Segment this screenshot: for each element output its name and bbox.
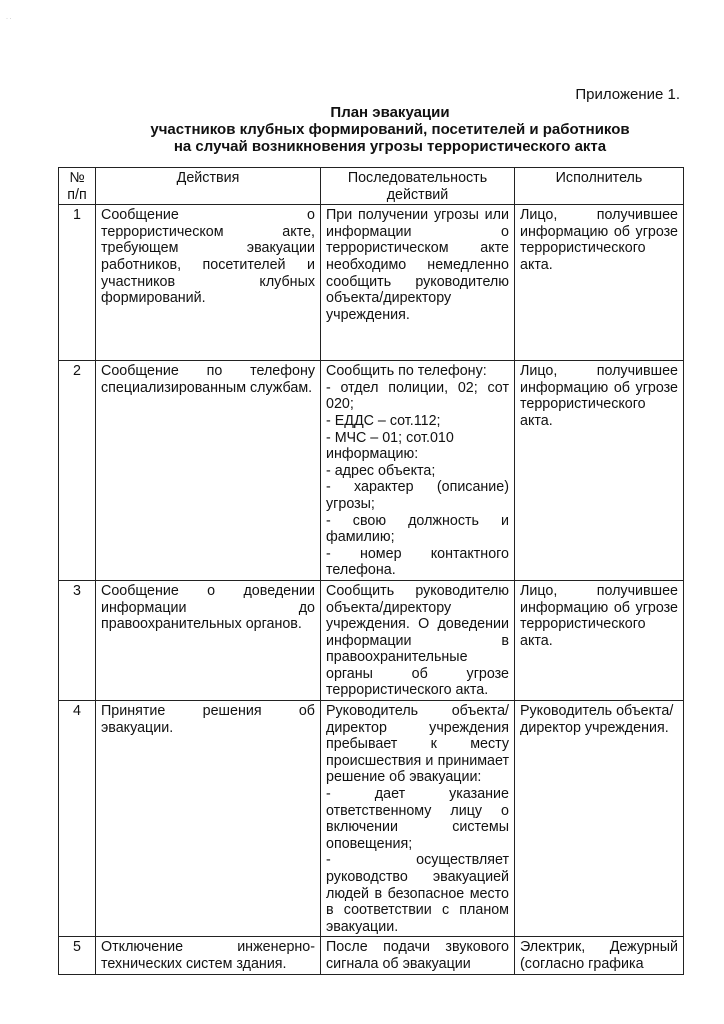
row-executor: Лицо, получившее информацию об угрозе террористического акта. [515, 205, 684, 361]
table-row [59, 701, 684, 937]
row-action: Сообщение о террористическом акте, требующем эвакуации работников, посетителей и участников клубных формирований. [96, 205, 321, 361]
sequence-line: - характер (описание) угрозы; [326, 479, 509, 512]
table-row [59, 361, 684, 581]
row-number: 3 [59, 580, 96, 700]
sequence-line: Руководитель объекта/директор учреждения пребывает к месту происшествия и принимает решение об эвакуации: [326, 703, 509, 786]
sequence-line: После подачи звукового сигнала об эвакуации [326, 939, 509, 972]
sequence-line: - адрес объекта; [326, 462, 436, 479]
scan-speck: · · [6, 16, 12, 22]
sequence-line: - МЧС – 01; сот.010 [326, 429, 454, 446]
sequence-line: - номер контактного телефона. [326, 545, 509, 579]
title-line-1: План эвакуации [330, 104, 450, 121]
sequence-line: Сообщить руководителю объекта/директору учреждения. О доведении информации в правоохранительные органы об угрозе террористического акта. [326, 582, 509, 699]
row-action: Отключение инженерно-технических систем здания. [96, 937, 321, 974]
row-executor: Электрик, Дежурный (согласно графика [515, 937, 684, 974]
row-number: 5 [59, 937, 96, 974]
sequence-line: - осуществляет руководство эвакуацией людей в безопасное место в соответствии с планом эвакуации. [326, 852, 509, 935]
row-sequence [321, 701, 515, 937]
document-title [40, 104, 724, 155]
row-number: 2 [59, 361, 96, 581]
row-number: 4 [59, 701, 96, 937]
evacuation-table [58, 167, 684, 975]
table-header-row [59, 168, 684, 205]
row-number: 1 [59, 205, 96, 361]
row-executor: Руководитель объекта/директор учреждения. [515, 701, 684, 937]
sequence-line: информацию: [326, 446, 419, 463]
sequence-line: Сообщить по телефону: [326, 363, 487, 380]
row-action: Сообщение о доведении информации до правоохранительных органов. [96, 580, 321, 700]
row-sequence [321, 205, 515, 361]
sequence-line: - свою должность и фамилию; [326, 512, 509, 546]
title-line-2: участников клубных формирований, посетителей и работников [150, 121, 630, 138]
row-action: Сообщение по телефону специализированным службам. [96, 361, 321, 581]
table-row [59, 937, 684, 974]
row-sequence [321, 937, 515, 974]
sequence-line: При получении угрозы или информации о террористическом акте необходимо немедленно сообщить руководителю объекта/директору учреждения. [326, 207, 509, 323]
row-action: Принятие решения об эвакуации. [96, 701, 321, 937]
row-executor: Лицо, получившее информацию об угрозе террористического акта. [515, 361, 684, 581]
header-sequence: Последовательность действий [321, 168, 515, 205]
header-num: № п/п [59, 168, 96, 205]
title-line-3: на случай возникновения угрозы террористического акта [173, 138, 607, 155]
header-executor: Исполнитель [515, 168, 684, 205]
sequence-line: - дает указание ответственному лицу о включении системы оповещения; [326, 786, 509, 852]
table-row [59, 205, 684, 361]
row-sequence [321, 580, 515, 700]
sequence-line: - ЕДДС – сот.112; [326, 412, 441, 429]
appendix-label: Приложение 1. [575, 86, 680, 103]
row-executor: Лицо, получившее информацию об угрозе террористического акта. [515, 580, 684, 700]
table-row [59, 580, 684, 700]
sequence-line: - отдел полиции, 02; сот 020; [326, 379, 509, 413]
header-actions: Действия [96, 168, 321, 205]
row-sequence [321, 361, 515, 581]
